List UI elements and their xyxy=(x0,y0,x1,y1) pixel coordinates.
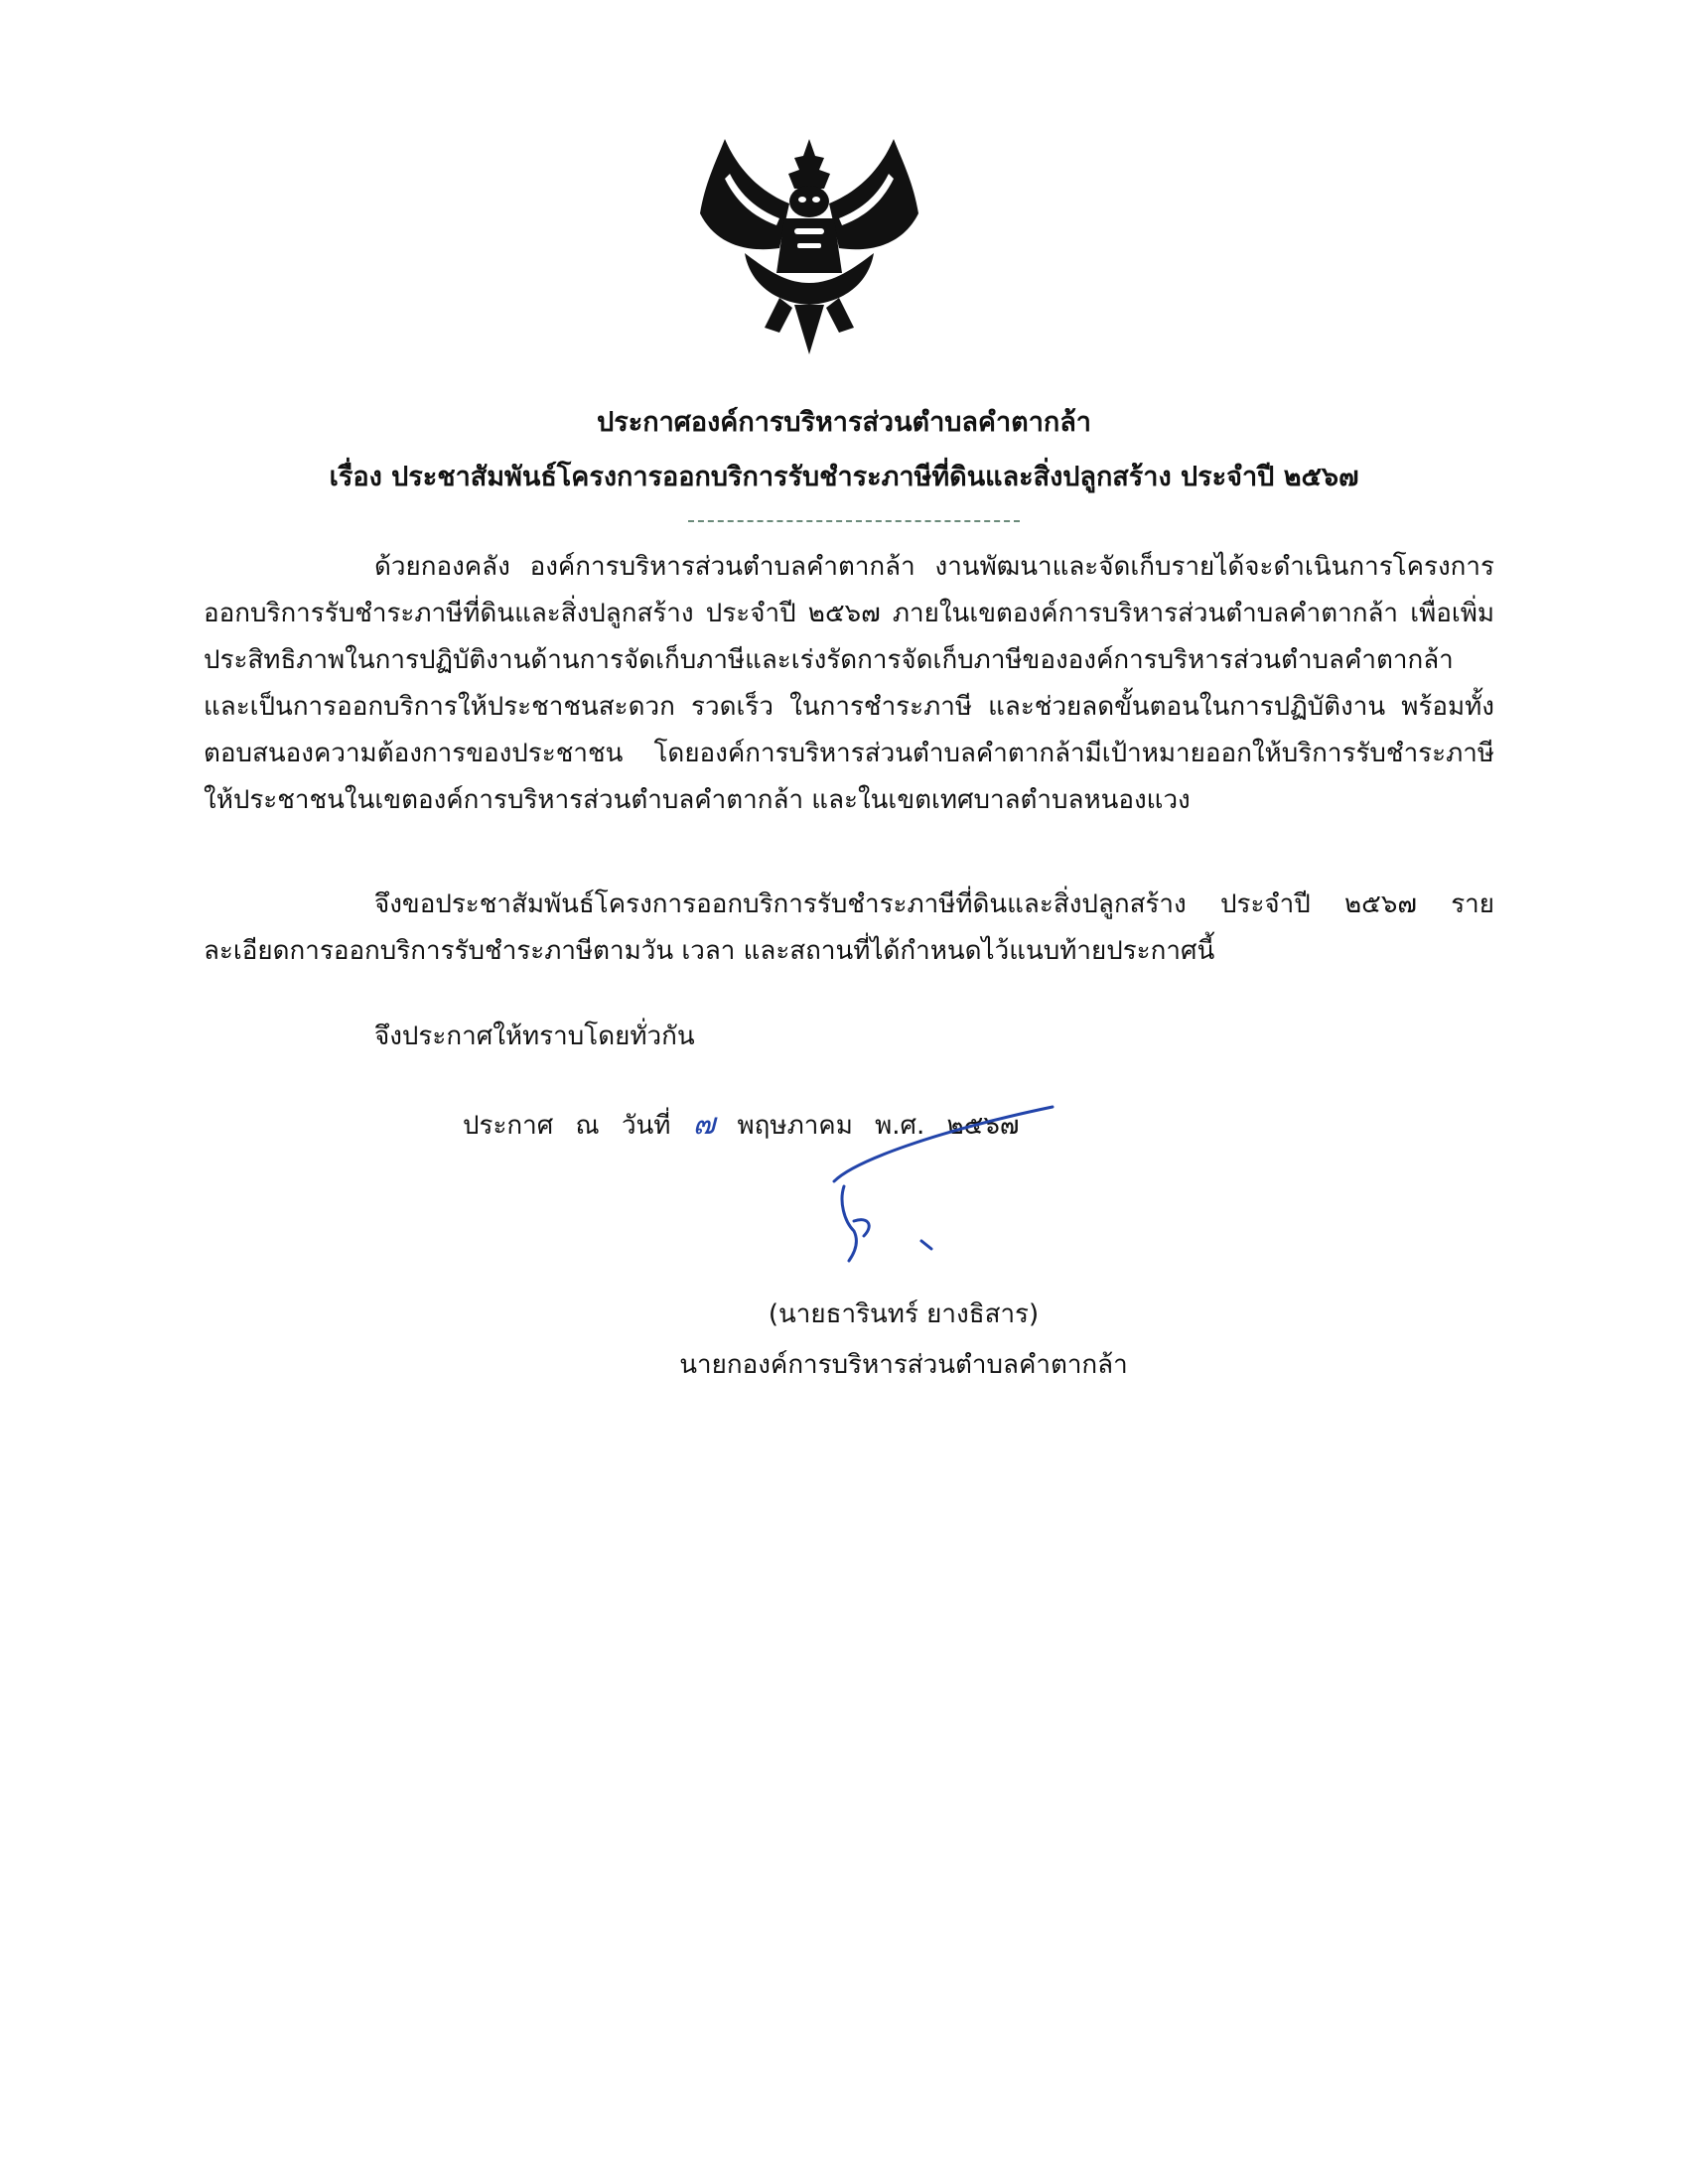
paragraph-text: จึงขอประชาสัมพันธ์โครงการออกบริการรับชำระภาษีที่ดินและสิ่งปลูกสร้าง ประจำปี ๒๕๖๗ รายละเอียดการออกบริการรับชำระภาษีตามวัน เวลา และสถานที่ได้กำหนดไว้แนบท้ายประกาศนี้ xyxy=(204,889,1494,966)
closing-statement: จึงประกาศให้ทราบโดยทั่วกัน xyxy=(374,1022,695,1051)
date-era: พ.ศ. xyxy=(875,1111,925,1141)
body-paragraph-1 xyxy=(204,544,1494,824)
date-prefix: ประกาศ xyxy=(463,1111,554,1141)
date-at: ณ xyxy=(575,1111,600,1141)
date-year: ๒๕๖๗ xyxy=(946,1111,1020,1141)
signer-name: (นายธารินทร์ ยางธิสาร) xyxy=(768,1299,1040,1329)
body-paragraph-2 xyxy=(204,882,1494,975)
handwritten-signature xyxy=(814,1102,1062,1271)
date-day-label: วันที่ xyxy=(621,1111,671,1141)
date-day: ๗ xyxy=(692,1107,716,1142)
signer-position: นายกองค์การบริหารส่วนตำบลคำตากล้า xyxy=(679,1350,1128,1380)
announcement-title: ประกาศองค์การบริหารส่วนตำบลคำตากล้า xyxy=(597,407,1091,438)
paragraph-text: ด้วยกองคลัง องค์การบริหารส่วนตำบลคำตากล้า งานพัฒนาและจัดเก็บรายได้จะดำเนินการโครงการออกบริการรับชำระภาษีที่ดินและสิ่งปลูกสร้าง ประจำปี ๒๕๖๗ ภายในเขตองค์การบริหารส่วนตำบลคำตากล้า เพื่อเพิ่มประสิทธิภาพในการปฏิบัติงานด้านการจัดเก็บภาษีและเร่งรัดการจัดเก็บภาษีขององค์การบริหารส่วนตำบลคำตากล้า และเป็นการออกบริการให้ประชาชนสะดวก รวดเร็ว ในการชำระภาษี และช่วยลดขั้นตอนในการปฏิบัติงาน พร้อมทั้งตอบสนองความต้องการของประชาชน โดยองค์การบริหารส่วนตำบลคำตากล้ามีเป้าหมายออกให้บริการรับชำระภาษีให้ประชาชนในเขตองค์การบริหารส่วนตำบลคำตากล้า และในเขตเทศบาลตำบลหนองแวง xyxy=(204,552,1494,815)
title-divider xyxy=(688,520,1020,522)
date-month: พฤษภาคม xyxy=(737,1111,853,1141)
announcement-subject: เรื่อง ประชาสัมพันธ์โครงการออกบริการรับชำระภาษีที่ดินและสิ่งปลูกสร้าง ประจำปี ๒๕๖๗ xyxy=(329,462,1359,492)
garuda-emblem-icon xyxy=(685,134,933,357)
